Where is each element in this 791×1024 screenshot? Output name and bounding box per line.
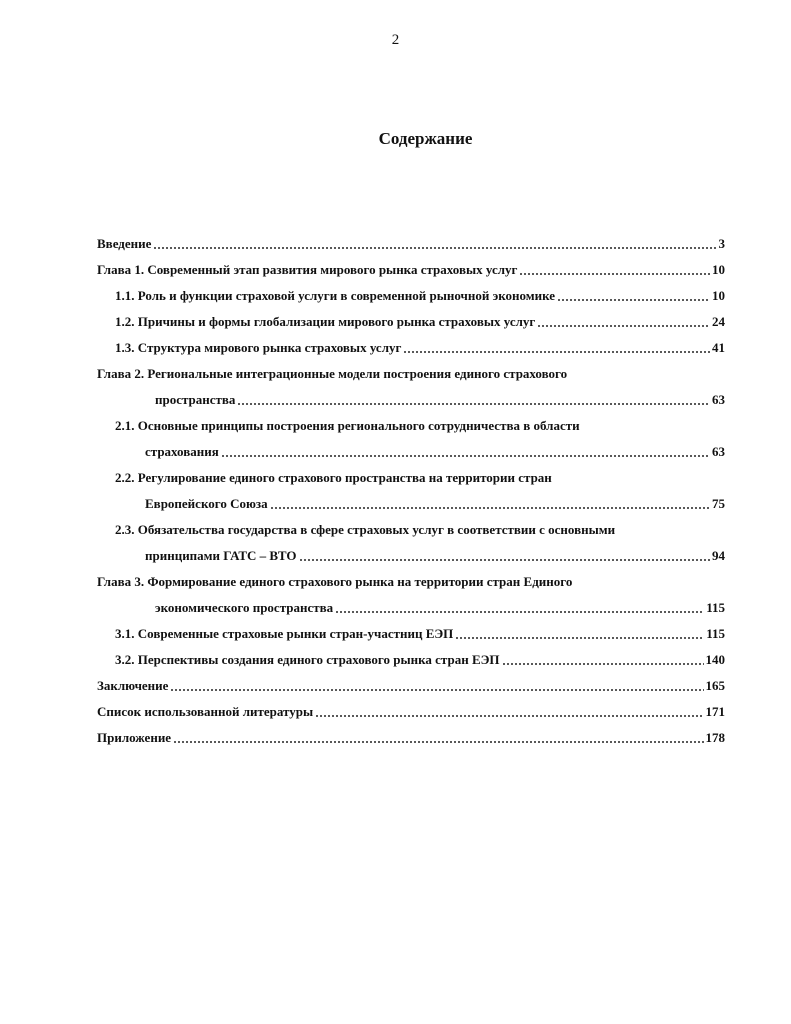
- dot-leader: [537, 325, 710, 327]
- toc-page-number: 24: [712, 314, 725, 329]
- toc-page-number: 63: [712, 444, 725, 459]
- toc-entry-title: Введение: [97, 236, 152, 251]
- toc-entry: [97, 699, 725, 725]
- toc-page-number: 140: [705, 652, 725, 667]
- toc-entry-title: Глава 3. Формирование единого страхового рынка на территории стран Единого: [97, 574, 573, 589]
- toc-page-number: 115: [706, 626, 725, 641]
- toc-entry-title: 2.2. Регулирование единого страхового пространства на территории стран: [115, 470, 552, 485]
- toc-entry: [97, 465, 725, 517]
- toc-entry-title: пространства: [155, 392, 236, 407]
- toc-page-number: 165: [705, 678, 725, 693]
- toc-entry-title: 1.1. Роль и функции страховой услуги в современной рыночной экономике: [115, 288, 556, 303]
- dot-leader: [315, 715, 703, 717]
- toc-page-number: 10: [712, 262, 725, 277]
- dot-leader: [299, 559, 710, 561]
- page-title: Содержание: [378, 129, 473, 148]
- dot-leader: [335, 611, 704, 613]
- dot-leader: [221, 455, 710, 457]
- dot-leader: [270, 507, 710, 509]
- table-of-contents: [97, 231, 725, 751]
- toc-page-number: 63: [712, 392, 725, 407]
- toc-entry: [97, 283, 725, 309]
- toc-entry-title: принципами ГАТС – ВТО: [145, 548, 297, 563]
- toc-page-number: 94: [712, 548, 725, 563]
- toc-entry: [97, 517, 725, 569]
- toc-entry-title: 1.3. Структура мирового рынка страховых услуг: [115, 340, 402, 355]
- dot-leader: [455, 637, 704, 639]
- toc-entry-title: 1.2. Причины и формы глобализации мирового рынка страховых услуг: [115, 314, 536, 329]
- toc-entry: [97, 569, 725, 621]
- toc-entry: [97, 621, 725, 647]
- toc-entry-title: Глава 2. Региональные интеграционные модели построения единого страхового: [97, 366, 568, 381]
- toc-entry: [97, 413, 725, 465]
- toc-entry-title: экономического пространства: [155, 600, 334, 615]
- toc-page-number: 75: [712, 496, 725, 511]
- dot-leader: [237, 403, 710, 405]
- toc-entry-title: Европейского Союза: [145, 496, 268, 511]
- toc-entry-title: 3.1. Современные страховые рынки стран-участниц ЕЭП: [115, 626, 454, 641]
- toc-page-number: 115: [706, 600, 725, 615]
- toc-entry: [97, 361, 725, 413]
- toc-entry: [97, 725, 725, 751]
- dot-leader: [519, 273, 710, 275]
- dot-leader: [557, 299, 710, 301]
- dot-leader: [502, 663, 704, 665]
- toc-entry-title: 2.3. Обязательства государства в сфере страховых услуг в соответствии с основными: [115, 522, 616, 537]
- toc-page-number: 10: [712, 288, 725, 303]
- toc-entry-title: Приложение: [97, 730, 172, 745]
- toc-page-number: 41: [712, 340, 725, 355]
- toc-entry-title: Заключение: [97, 678, 169, 693]
- toc-entry: [97, 309, 725, 335]
- dot-leader: [403, 351, 710, 353]
- toc-page-number: 171: [705, 704, 725, 719]
- toc-entry: [97, 673, 725, 699]
- toc-page-number: 178: [705, 730, 725, 745]
- toc-entry-title: Глава 1. Современный этап развития мирового рынка страховых услуг: [97, 262, 518, 277]
- dot-leader: [153, 247, 716, 249]
- toc-entry-title: страхования: [145, 444, 219, 459]
- toc-entry: [97, 647, 725, 673]
- toc-entry-title: 3.2. Перспективы создания единого страхового рынка стран ЕЭП: [115, 652, 500, 667]
- toc-entry: [97, 335, 725, 361]
- toc-entry-title: Список использованной литературы: [97, 704, 314, 719]
- toc-page-number: 3: [718, 236, 725, 251]
- dot-leader: [173, 741, 703, 743]
- dot-leader: [170, 689, 703, 691]
- page-number: 2: [391, 32, 400, 48]
- toc-entry: [97, 257, 725, 283]
- toc-entry: [97, 231, 725, 257]
- toc-entry-title: 2.1. Основные принципы построения регионального сотрудничества в области: [115, 418, 580, 433]
